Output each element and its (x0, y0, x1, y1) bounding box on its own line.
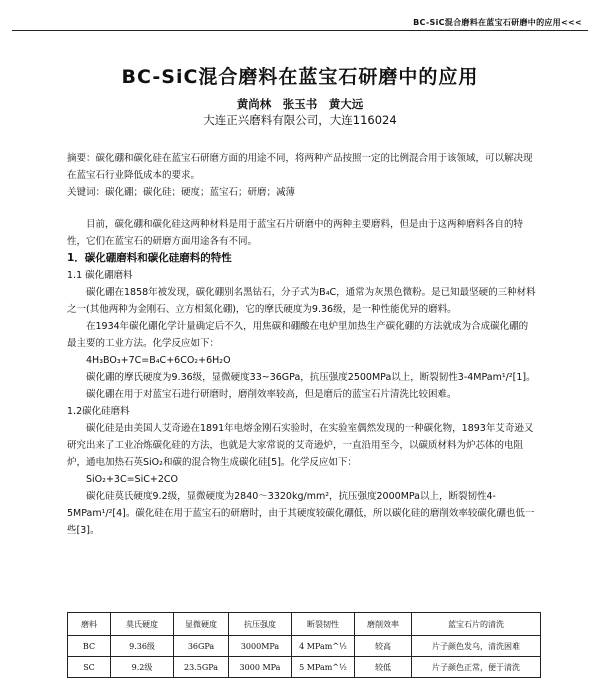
paragraph-bc-4: 碳化硼在用于对蓝宝石进行研磨时，磨削效率较高，但是磨后的蓝宝石片清洗比较困难。 (86, 389, 457, 400)
section-1-1-heading: 1.1 碳化硼磨料 (67, 270, 133, 281)
table-header-row (68, 613, 541, 636)
table-cell: 36GPa (174, 636, 229, 657)
table-row (68, 636, 541, 657)
table-cell: 片子颜色正常，便于清洗 (412, 657, 541, 678)
running-head: BC-SiC混合磨料在蓝宝石研磨中的应用<<< (413, 18, 582, 27)
paper-title: BC-SiC混合磨料在蓝宝石研磨中的应用 (121, 66, 479, 88)
table-cell: 23.5GPa (174, 657, 229, 678)
table-cell: 4 MPam^½ (292, 636, 355, 657)
properties-table (67, 612, 541, 678)
authors: 黄尚林 张玉书 黄大远 (236, 97, 364, 111)
abstract: 摘要：碳化硼和碳化硅在蓝宝石研磨方面的用途不同，将两种产品按照一定的比例混合用于该领域，可以解决现在蓝宝石行业降低成本的要求。 (67, 153, 533, 181)
table-cell: BC (68, 636, 111, 657)
table-cell: 片子颜色发乌，清洗困难 (412, 636, 541, 657)
table-cell: 9.36级 (111, 636, 174, 657)
paragraph-bc-2: 在1934年碳化硼化学计量确定后不久，用焦碳和硼酸在电炉里加热生产碳化硼的方法就成为合成碳化硼的最主要的工业方法。化学反应如下： (67, 321, 529, 349)
table-cell: 3000MPa (229, 636, 292, 657)
paragraph-bc-1: 碳化硼在1858年被发现，碳化硼别名黑钻石，分子式为B₄C，通常为灰黑色微粉。是已知最坚硬的三种材料之一(其他两种为金刚石、立方相氮化硼)，它的摩氏硬度为9.36级，是一种性能优异的磨料。 (67, 287, 536, 315)
paragraph-bc-3: 碳化硼的摩氏硬度为9.36级，显微硬度33~36GPa，抗压强度2500MPa以上，断裂韧性3-4MPam¹/²[1]。 (86, 372, 536, 383)
table-header-cell: 磨削效率 (355, 613, 412, 636)
table-header-cell: 磨料 (68, 613, 111, 636)
paragraph-sic-1: 碳化硅是由美国人艾奇逊在1891年电熔金刚石实验时，在实验室偶然发现的一种碳化物，1893年艾奇逊又研究出来了工业冶炼碳化硅的方法，也就是大家常说的艾奇逊炉，一直沿用至今，以碳质材料为炉芯体的电阻炉，通电加热石英SiO₂和碳的混合物生成碳化硅[5]。化学反应如下： (67, 423, 534, 468)
keywords: 关键词：碳化硼；碳化硅；硬度；蓝宝石；研磨；减薄 (67, 187, 296, 198)
table-cell: 5 MPam^½ (292, 657, 355, 678)
table-cell: 3000 MPa (229, 657, 292, 678)
paragraph-sic-2: 碳化硅莫氏硬度9.2级，显微硬度为2840～3320kg/mm²，抗压强度2000MPa以上，断裂韧性4-5MPam¹/²[4]。碳化硅在用于蓝宝石的研磨时，由于其硬度较碳化硼低，所以碳化硅的磨削效率较碳化硼也低一些[3]。 (67, 491, 535, 536)
table-cell: 9.2级 (111, 657, 174, 678)
table-cell: 较低 (355, 657, 412, 678)
section-1-2-heading: 1.2碳化硅磨料 (67, 406, 130, 417)
equation-1: 4H₃BO₃+7C=B₄C+6CO₂+6H₂O (86, 355, 231, 366)
header-rule (12, 30, 588, 31)
table-header-cell: 断裂韧性 (292, 613, 355, 636)
table-cell: 较高 (355, 636, 412, 657)
affiliation: 大连正兴磨料有限公司，大连116024 (203, 113, 397, 127)
table-row (68, 657, 541, 678)
equation-2: SiO₂+3C=SiC+2CO (86, 474, 178, 485)
table-cell: SC (68, 657, 111, 678)
table-header-cell: 显微硬度 (174, 613, 229, 636)
table-header-cell: 莫氏硬度 (111, 613, 174, 636)
body-text (67, 216, 537, 539)
section-1-heading: 1．碳化硼磨料和碳化硅磨料的特性 (67, 252, 232, 264)
intro-paragraph: 目前，碳化硼和碳化硅这两种材料是用于蓝宝石片研磨中的两种主要磨料，但是由于这两种磨料各自的特性，它们在蓝宝石的研磨方面用途各有不同。 (67, 219, 524, 247)
table-header-cell: 抗压强度 (229, 613, 292, 636)
table-header-cell: 蓝宝石片的清洗 (412, 613, 541, 636)
